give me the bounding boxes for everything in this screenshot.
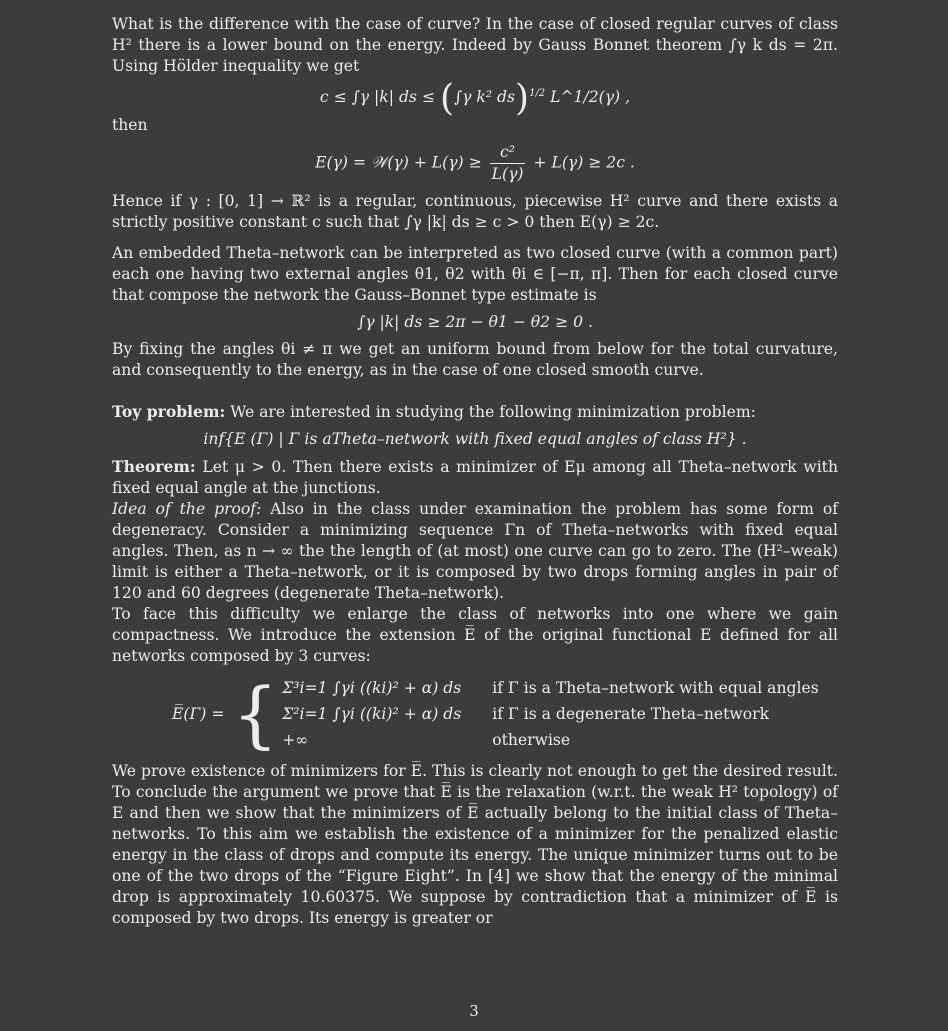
cases-row: +∞ otherwise: [282, 730, 571, 749]
page-number: 3: [469, 1002, 479, 1020]
paragraph-theorem: Theorem: Let μ > 0. Then there exists a minimizer of Eμ among all Theta–network with fixed equal angle at the junctions.: [112, 457, 838, 497]
paragraph-fixing-angles: By fixing the angles θi ≠ π we get an uniform bound from below for the total curvature, and consequently to the energy, as in the case of one closed smooth curve.: [112, 340, 838, 379]
equation-energy-bound: E(γ) = 𝒲(γ) + L(γ) ≥ $\frac{\text{c²}}{L(\gamma)}$ + L(γ) ≥ 2c .: [315, 143, 635, 183]
paragraph-toy-problem: Toy problem: We are interested in studying the following minimization problem:: [112, 402, 756, 421]
paragraph-extension: To face this difficulty we enlarge the class of networks into one where we gain compactness. We introduce the extension E̅ of the original functional E defined for all networks composed by 3 curves:: [112, 605, 838, 665]
equation-holder: c ≤ ∫γ |k| ds ≤ (∫γ k² ds)$^{1/2}$ L^1/2(γ) ,: [319, 78, 631, 119]
equation-gauss-bonnet: ∫γ |k| ds ≥ 2π − θ1 − θ2 ≥ 0 .: [357, 313, 593, 331]
page-body: [112, 14, 838, 929]
paragraph-idea-of-proof: Idea of the proof: Also in the class under examination the problem has some form of degeneracy. Consider a minimizing sequence Γn of Theta–networks with fixed equal angles. Then, as n → ∞ the the length of (at most) one curve can go to zero. The (H²–weak) limit is either a Theta–network, or it is composed by two drops forming angles in pair of 120 and 60 degrees (degenerate Theta–network).: [112, 500, 838, 602]
paragraph-theta-network: An embedded Theta–network can be interpreted as two closed curve (with a common part) each one having two external angles θ1, θ2 with θi ∈ [−π, π]. Then for each closed curve that compose the network the Gauss–Bonnet type estimate is: [112, 244, 838, 304]
paragraph-intro: What is the difference with the case of curve? In the case of closed regular curves of class H² there is a lower bound on the energy. Indeed by Gauss Bonnet theorem ∫γ k ds = 2π. Using Hölder inequality we get: [112, 15, 838, 75]
cases-row: Σ³i=1 ∫γi ((ki)² + α) ds if Γ is a Theta–network with equal angles: [282, 678, 819, 697]
paragraph-then: then: [112, 116, 148, 134]
paragraph-hence: Hence if γ : [0, 1] → ℝ² is a regular, continuous, piecewise H² curve and there exists a strictly positive constant c such that ∫γ |k| ds ≥ c > 0 then E(γ) ≥ 2c.: [112, 192, 838, 231]
paragraph-existence: We prove existence of minimizers for E̅. This is clearly not enough to get the desired result. To conclude the argument we prove that E̅ is the relaxation (w.r.t. the weak H² topology) of E and then we show that the minimizers of E̅ actually belong to the initial class of Theta–networks. To this aim we establish the existence of a minimizer for the penalized elastic energy in the class of drops and compute its energy. The unique minimizer turns out to be one of the two drops of the “Figure Eight”. In [4] we show that the energy of the minimal drop is approximately 10.60375. We suppose by contradiction that a minimizer of E̅ is composed by two drops. Its energy is greater or: [112, 762, 838, 927]
cases-table: [282, 675, 819, 753]
equation-cases: E̅(Γ) = { Σ³i=1 ∫γi ((ki)² + α) ds if Γ is a Theta–network with equal angles Σ²i=1 ∫γi ((ki)² + α) ds if Γ is a degenerate Theta–network +∞ otherwise: [172, 672, 819, 756]
cases-row: Σ²i=1 ∫γi ((ki)² + α) ds if Γ is a degenerate Theta–network: [282, 704, 770, 723]
equation-minimization: inf{E (Γ) | Γ is aTheta–network with fixed equal angles of class H²} .: [203, 430, 747, 448]
